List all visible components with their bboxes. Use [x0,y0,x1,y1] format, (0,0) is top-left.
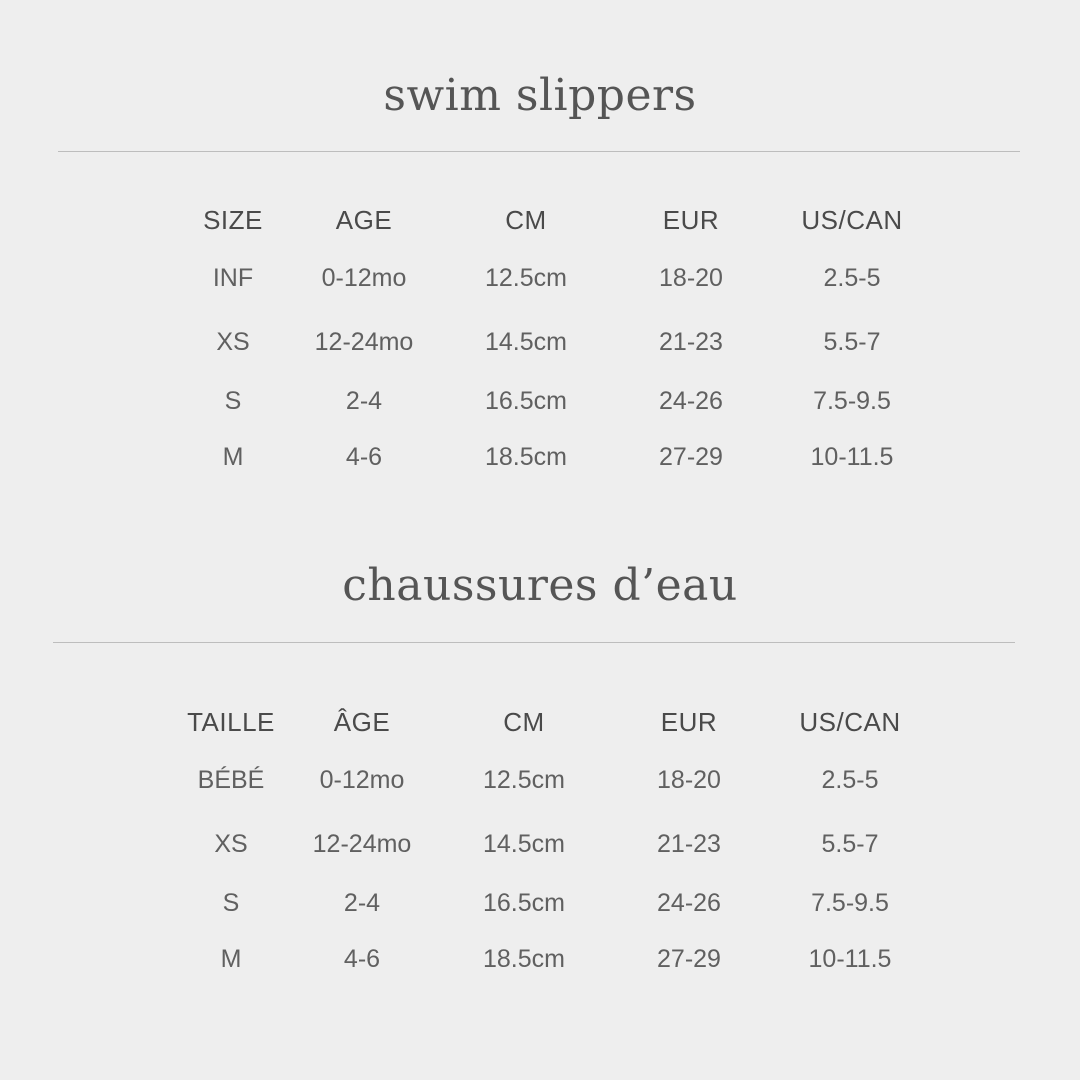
age-cell: 12-24mo [312,830,412,858]
age-header: ÂGE [333,707,391,737]
us-can-cell: 5.5-7 [823,328,881,356]
title-divider-english [58,151,1020,152]
title-divider-french [53,642,1015,643]
section-title-english: swim slippers [383,70,697,121]
cm-header: CM [503,707,545,737]
eur-cell: 18-20 [659,264,723,292]
cm-cell: 16.5cm [485,387,567,415]
cm-cell: 14.5cm [485,328,567,356]
size-cell: S [222,889,240,917]
age-cell: 2-4 [345,387,383,415]
us-can-cell: 5.5-7 [821,830,879,858]
eur-cell: 18-20 [657,766,721,794]
eur-cell: 21-23 [659,328,723,356]
eur-header: EUR [660,707,718,737]
size-cell: BÉBÉ [197,766,265,794]
eur-cell: 21-23 [657,830,721,858]
us-can-header: US/CAN [801,205,903,235]
age-cell: 4-6 [345,443,383,471]
us-can-cell: 2.5-5 [821,766,879,794]
age-header: AGE [335,205,393,235]
cm-cell: 12.5cm [483,766,565,794]
us-can-cell: 10-11.5 [810,443,894,471]
us-can-header: US/CAN [799,707,901,737]
section-title-french: chaussures d’eau [342,560,738,611]
eur-cell: 27-29 [659,443,723,471]
cm-header: CM [505,205,547,235]
age-cell: 12-24mo [314,328,414,356]
eur-cell: 24-26 [659,387,723,415]
us-can-cell: 7.5-9.5 [813,387,891,415]
eur-cell: 24-26 [657,889,721,917]
us-can-cell: 2.5-5 [823,264,881,292]
us-can-cell: 10-11.5 [808,945,892,973]
eur-header: EUR [662,205,720,235]
cm-cell: 14.5cm [483,830,565,858]
cm-cell: 12.5cm [485,264,567,292]
cm-cell: 18.5cm [483,945,565,973]
age-cell: 2-4 [343,889,381,917]
size-cell: S [224,387,242,415]
age-cell: 0-12mo [319,766,405,794]
age-cell: 4-6 [343,945,381,973]
size-cell: INF [212,264,254,292]
eur-cell: 27-29 [657,945,721,973]
age-cell: 0-12mo [321,264,407,292]
size-cell: M [220,945,242,973]
size-cell: XS [214,830,248,858]
size-header: SIZE [203,205,263,235]
size-cell: M [222,443,244,471]
us-can-cell: 7.5-9.5 [811,889,889,917]
cm-cell: 16.5cm [483,889,565,917]
size-header: TAILLE [187,707,275,737]
cm-cell: 18.5cm [485,443,567,471]
size-cell: XS [216,328,250,356]
